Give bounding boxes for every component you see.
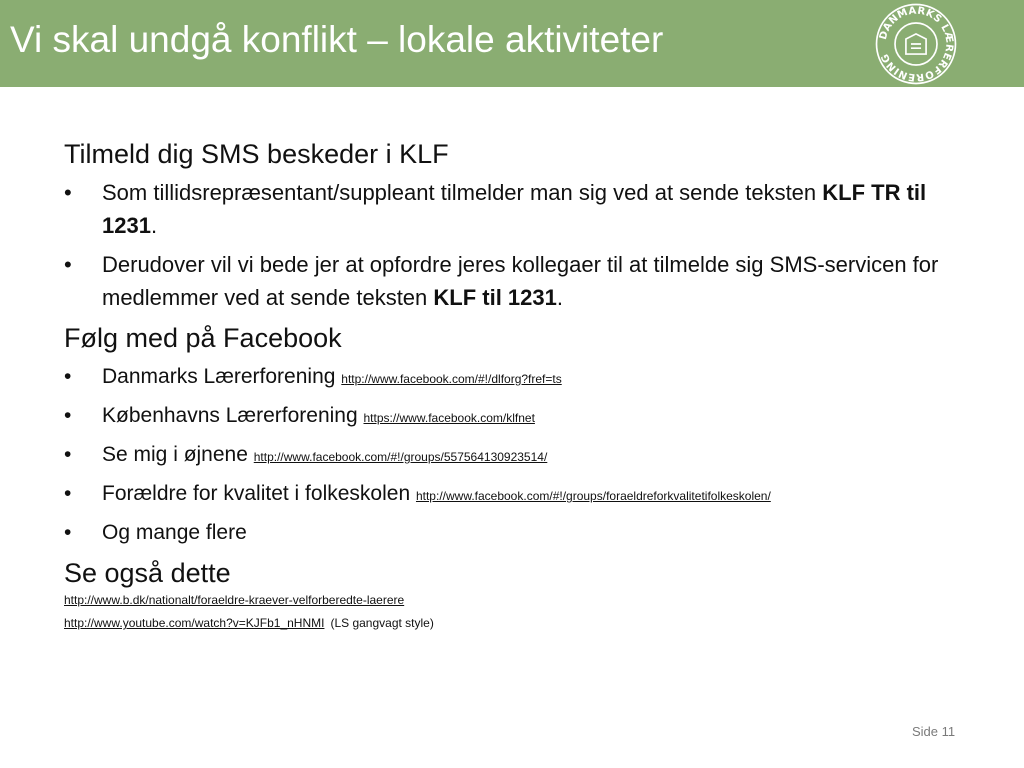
bullet-text: Derudover vil vi bede jer at opfordre jeres kollegaer til at tilmelde sig SMS-servicen for medlemmer ved at sende teksten (102, 252, 939, 310)
bullet-text: Danmarks Lærerforening (102, 365, 336, 388)
bullet-text: Forældre for kvalitet i folkeskolen (102, 482, 411, 505)
list-item (64, 441, 964, 471)
bullet-bold: KLF TR til 1231 (102, 180, 927, 238)
list-item (64, 519, 964, 547)
heading-facebook: Følg med på Facebook (64, 323, 342, 353)
bullet-suffix: . (556, 285, 563, 310)
bullet-text: Se mig i øjnene (102, 443, 248, 466)
bullet-text: Som tillidsrepræsentant/suppleant tilmelder man sig ved at sende teksten (102, 180, 823, 205)
bullet-bold: KLF til 1231 (433, 285, 557, 310)
reference-link-bdk[interactable]: http://www.b.dk/nationalt/foraeldre-kraever-velforberedte-laerere (64, 593, 405, 607)
slide-body (64, 138, 964, 639)
bullet-suffix: . (150, 213, 158, 238)
slide-title: Vi skal undgå konflikt – lokale aktiviteter (10, 19, 664, 60)
facebook-bullet-list (64, 363, 964, 547)
list-item (64, 480, 964, 510)
bullet-text: Og mange flere (102, 521, 247, 544)
danmarks-laererforening-logo-icon (874, 2, 958, 86)
reference-note: (LS gangvagt style) (330, 616, 434, 630)
facebook-link-dlf[interactable]: http://www.facebook.com/#!/dlforg?fref=ts (341, 372, 562, 386)
heading-se-ogsaa: Se også dette (64, 558, 231, 588)
list-item (64, 176, 964, 242)
reference-line (64, 593, 964, 608)
facebook-link-klf[interactable]: https://www.facebook.com/klfnet (363, 411, 535, 425)
page-number: Side 11 (912, 724, 956, 739)
reference-link-youtube[interactable]: http://www.youtube.com/watch?v=KJFb1_nHNMI (64, 616, 325, 630)
reference-line (64, 616, 964, 631)
sms-bullet-list (64, 176, 964, 314)
list-item (64, 248, 964, 314)
title-bar (0, 0, 1024, 87)
facebook-link-foraeldre[interactable]: http://www.facebook.com/#!/groups/foraeldreforkvalitetifolkeskolen/ (415, 489, 771, 503)
heading-sms: Tilmeld dig SMS beskeder i KLF (64, 139, 449, 169)
logo-ring-text: DANMARKS LÆRERFORENING (877, 5, 955, 83)
list-item (64, 402, 964, 432)
facebook-link-se-mig-i-ojnene[interactable]: http://www.facebook.com/#!/groups/557564130923514/ (253, 450, 548, 464)
bullet-text: Københavns Lærerforening (102, 404, 358, 427)
list-item (64, 363, 964, 393)
